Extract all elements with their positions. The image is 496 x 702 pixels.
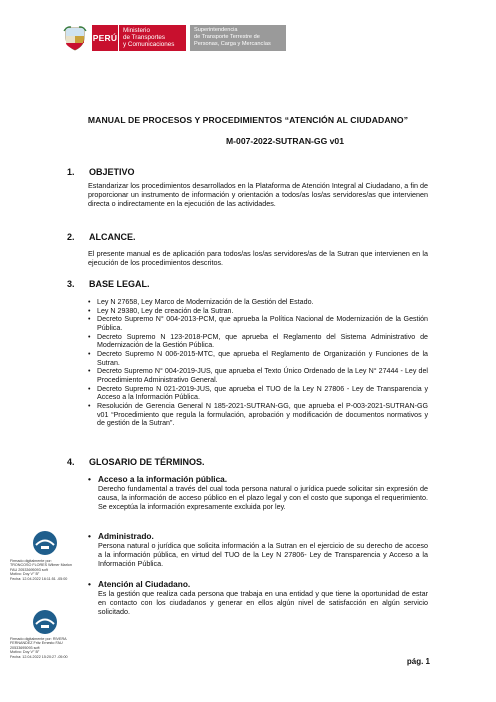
- header-logos: [62, 25, 286, 51]
- signature-stamp-icon: [32, 530, 58, 556]
- list-item: • Decreto Supremo N° 004-2013-PCM, que aprueba la Política Nacional de Modernización de la Gestión Pública.: [88, 315, 428, 332]
- list-item: • Decreto Supremo N 006-2015-MTC, que aprueba el Reglamento de Organización y Funciones de la Sutran.: [88, 350, 428, 367]
- glossary-definition: Es la gestión que realiza cada persona que trabaja en una entidad y que tiene la oportunidad de estar en contacto con los ciudadanos y generar en ellos algún nivel de satisfacción en algún servicio solicitado.: [98, 588, 428, 616]
- glossary-term: • Administrado.: [88, 532, 428, 541]
- section-text-alcance: El presente manual es de aplicación para todos/as los/as servidores/as de la Sutran que intervienen en la ejecución de los procedimientos descritos.: [88, 249, 428, 267]
- legal-list: [88, 298, 428, 428]
- glossary-term: • Atención al Ciudadano.: [88, 580, 428, 589]
- section-heading-objetivo: 1. OBJETIVO: [67, 167, 135, 177]
- list-item: • Decreto Supremo N 021-2019-JUS, que aprueba el TUO de la Ley N 27806 - Ley de Transparencia y Acceso a la Información Pública.: [88, 385, 428, 402]
- section-heading-base-legal: 3. BASE LEGAL.: [67, 279, 150, 289]
- glossary-definition: Derecho fundamental a través del cual toda persona natural o jurídica puede solicitar sin expresión de causa, la información de acceso público en el plazo legal y con el costo que suponga el requerimiento. Se exceptúa la información expresamente excluida por ley.: [98, 483, 428, 511]
- coat-of-arms-icon: [62, 25, 88, 51]
- glossary-entry-administrado: [88, 532, 428, 569]
- list-item: • Decreto Supremo N 123-2018-PCM, que aprueba el Reglamento del Sistema Administrativo de Modernización de la Gestión Pública.: [88, 333, 428, 350]
- document-title: MANUAL DE PROCESOS Y PROCEDIMIENTOS “ATENCIÓN AL CIUDADANO”: [87, 115, 409, 125]
- list-item: • Resolución de Gerencia General N 185-2021-SUTRAN-GG, que aprueba el P-003-2021-SUTRAN-GG v01 “Procedimiento que regula la formulación, aprobación y modificación de documentos normativos y de gestión de la Sutran”.: [88, 402, 428, 428]
- glossary-entry-atencion: [88, 580, 428, 617]
- page-number: pág. 1: [406, 657, 430, 666]
- digital-signature-2: Firmado digitalmente por: RIVERA FERNANDEZ Fritz Ernesto FAU 20533695093 soft Motivo: Doy V° B° Fecha: 12.04.2022 15:20:27 -05:00: [10, 637, 68, 659]
- glossary-entry-acceso: [88, 475, 428, 512]
- section-heading-alcance: 2. ALCANCE.: [67, 232, 136, 242]
- peru-logo: PERÚ: [92, 25, 118, 51]
- list-item: • Decreto Supremo N° 004-2019-JUS, que aprueba el Texto Único Ordenado de la Ley N° 27444 - Ley del Procedimiento Administrativo General.: [88, 367, 428, 384]
- document-code: M-007-2022-SUTRAN-GG v01: [226, 136, 344, 146]
- ministry-logo: Ministerio de Transportes y Comunicaciones: [118, 25, 186, 51]
- glossary-definition: Persona natural o jurídica que solicita información a la Sutran en el ejercicio de su derecho de acceso a la información pública, en virtud del TUO de la Ley N 27806- Ley de Transparencia y Acceso a la Información Pública.: [98, 540, 428, 568]
- agency-logo: Superintendencia de Transporte Terrestre de Personas, Carga y Mercancías: [190, 25, 286, 51]
- list-item: • Ley N 27658, Ley Marco de Modernización de la Gestión del Estado.: [88, 298, 428, 307]
- section-text-objetivo: Estandarizar los procedimientos desarrollados en la Plataforma de Atención Integral al Ciudadano, a fin de proporcionar un instrumento de información y orientación a todos/as los/as servidores/as que intervienen directa o indirectamente en la ejecución de las actividades.: [88, 181, 428, 208]
- glossary-term: • Acceso a la información pública.: [88, 475, 428, 484]
- section-heading-glosario: 4. GLOSARIO DE TÉRMINOS.: [67, 457, 205, 467]
- digital-signature-1: Firmado digitalmente por: TRONCOSO FLORES Wilmer Marlon FAU 20533695093 soft Motivo: Doy V° B° Fecha: 12.04.2022 16:11:51 -05:00: [10, 559, 72, 581]
- signature-stamp-icon: [32, 609, 58, 635]
- list-item: • Ley N 29380, Ley de creación de la Sutran.: [88, 307, 428, 316]
